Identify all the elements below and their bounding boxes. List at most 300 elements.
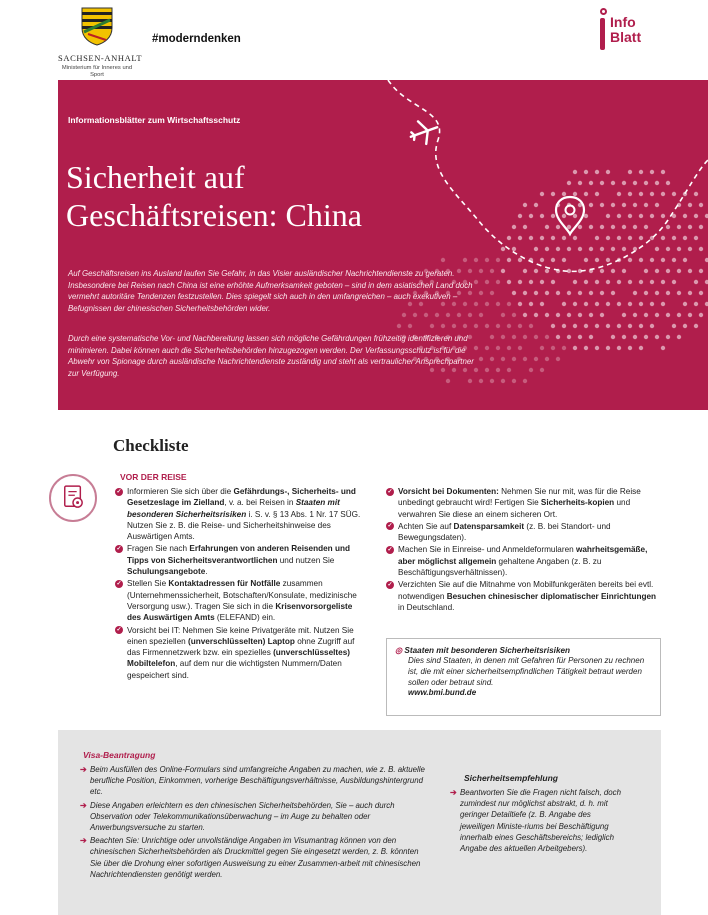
map-dot bbox=[589, 225, 593, 229]
map-dot bbox=[617, 214, 621, 218]
map-dot bbox=[556, 313, 560, 317]
map-dot bbox=[463, 324, 467, 328]
map-dot bbox=[650, 170, 654, 174]
map-dot bbox=[512, 357, 516, 361]
map-dot bbox=[644, 291, 648, 295]
map-dot bbox=[611, 225, 615, 229]
map-dot bbox=[683, 258, 687, 262]
map-dot bbox=[556, 247, 560, 251]
map-dot bbox=[606, 324, 610, 328]
map-dot bbox=[628, 192, 632, 196]
map-dot bbox=[683, 324, 687, 328]
map-dot bbox=[628, 346, 632, 350]
map-dot bbox=[677, 291, 681, 295]
map-dot bbox=[639, 214, 643, 218]
map-dot bbox=[688, 269, 692, 273]
info-box-title-text: Staaten mit besonderen Sicherheitsrisiken bbox=[404, 646, 571, 655]
checklist-left-column bbox=[115, 486, 367, 682]
map-dot bbox=[617, 346, 621, 350]
map-dot bbox=[501, 379, 505, 383]
map-dot bbox=[628, 302, 632, 306]
map-dot bbox=[611, 291, 615, 295]
map-dot bbox=[507, 280, 511, 284]
check-icon: ✓ bbox=[116, 580, 122, 587]
state-name: SACHSEN-ANHALT bbox=[58, 53, 143, 63]
map-dot bbox=[523, 313, 527, 317]
map-dot bbox=[534, 203, 538, 207]
checklist-text: , v. a. bei Reisen in bbox=[224, 498, 296, 508]
map-dot bbox=[672, 192, 676, 196]
map-dot bbox=[468, 379, 472, 383]
map-dot bbox=[589, 313, 593, 317]
map-dot bbox=[683, 236, 687, 240]
check-icon: ✓ bbox=[116, 545, 122, 552]
map-dot bbox=[562, 192, 566, 196]
map-dot bbox=[584, 302, 588, 306]
map-dot bbox=[556, 335, 560, 339]
map-dot bbox=[573, 170, 577, 174]
map-dot bbox=[540, 236, 544, 240]
map-dot bbox=[694, 280, 698, 284]
map-dot bbox=[644, 313, 648, 317]
map-dot bbox=[512, 225, 516, 229]
recommendation-heading: Sicherheitsempfehlung bbox=[464, 773, 558, 783]
map-dot bbox=[534, 335, 538, 339]
map-dot bbox=[578, 247, 582, 251]
map-dot bbox=[584, 258, 588, 262]
map-dot bbox=[540, 368, 544, 372]
map-dot bbox=[639, 346, 643, 350]
map-dot bbox=[441, 324, 445, 328]
map-dot bbox=[512, 335, 516, 339]
map-dot bbox=[573, 236, 577, 240]
map-dot bbox=[611, 269, 615, 273]
map-dot bbox=[655, 269, 659, 273]
map-dot bbox=[589, 181, 593, 185]
map-dot bbox=[518, 214, 522, 218]
checklist-text: Sicherheits-kopien bbox=[540, 498, 615, 508]
map-dot bbox=[677, 335, 681, 339]
checklist-text: Achten Sie auf bbox=[398, 521, 454, 531]
map-dot bbox=[397, 324, 401, 328]
map-dot bbox=[496, 258, 500, 262]
visa-item-text: Beim Ausfüllen des Online-Formulars sind umfangreiche Angaben zu machen, wie z. B. aktuelle berufliche Position, Einkommen, vorherige Beschäftigungsverhältnisse, Ausbildungshintergrund etc. bbox=[90, 765, 425, 797]
checklist-text: (z. B. bei Standort- und Bewegungsdaten). bbox=[398, 521, 611, 543]
map-dot bbox=[573, 280, 577, 284]
map-dot bbox=[595, 302, 599, 306]
map-dot bbox=[655, 247, 659, 251]
map-dot bbox=[672, 258, 676, 262]
map-dot bbox=[661, 214, 665, 218]
map-dot bbox=[540, 258, 544, 262]
map-dot bbox=[639, 236, 643, 240]
checklist-text: (unverschlüsseltes) Mobiltelefon bbox=[127, 648, 350, 669]
map-dot bbox=[578, 225, 582, 229]
map-dot bbox=[666, 225, 670, 229]
map-dot bbox=[518, 346, 522, 350]
checklist-text: i. S. v. § 13 Abs. 1 Nr. 17 SÜG. Nutzen Sie z. B. die Reise- und Sicherheitshinweise des Auswärtigen Amts. bbox=[127, 509, 361, 542]
map-dot bbox=[639, 258, 643, 262]
map-dot bbox=[578, 181, 582, 185]
info-bar-icon bbox=[600, 18, 605, 50]
link-circle-icon: ◎ bbox=[395, 646, 405, 655]
map-dot bbox=[600, 181, 604, 185]
check-icon: ✓ bbox=[387, 581, 393, 588]
map-dot bbox=[518, 324, 522, 328]
map-dot bbox=[567, 181, 571, 185]
map-dot bbox=[611, 247, 615, 251]
map-dot bbox=[694, 192, 698, 196]
map-dot bbox=[661, 346, 665, 350]
recommendation-body: Beantworten Sie die Fragen nicht falsch, doch zumindest nur möglichst abstrakt, d. h. mit geringer Detailtiefe (z. B. Angabe des jeweiligen Ministe-riums bei Beschäftigung innerhalb eines Geschäftsbereichs; lediglich Angabe des aktuellen Arbeitgebers). bbox=[460, 788, 621, 854]
map-dot bbox=[617, 236, 621, 240]
recommendation-text bbox=[450, 787, 622, 854]
map-dot bbox=[628, 214, 632, 218]
map-dot bbox=[688, 313, 692, 317]
map-dot bbox=[578, 335, 582, 339]
map-dot bbox=[523, 291, 527, 295]
map-dot bbox=[507, 368, 511, 372]
arrow-icon: ➔ bbox=[80, 800, 87, 810]
map-dot bbox=[628, 236, 632, 240]
map-dot bbox=[490, 269, 494, 273]
map-dot bbox=[650, 192, 654, 196]
map-dot bbox=[573, 324, 577, 328]
map-dot bbox=[490, 357, 494, 361]
map-dot bbox=[666, 313, 670, 317]
map-dot bbox=[529, 280, 533, 284]
checklist-item bbox=[115, 625, 367, 681]
badge-line1: Info bbox=[610, 14, 636, 30]
checklist-text: Besuchen chinesischer diplomatischer Einrichtungen bbox=[446, 591, 657, 601]
map-dot bbox=[672, 324, 676, 328]
map-dot bbox=[540, 280, 544, 284]
checklist-heading: Checkliste bbox=[113, 436, 189, 455]
visa-item bbox=[80, 764, 428, 798]
map-dot bbox=[584, 192, 588, 196]
map-dot bbox=[485, 258, 489, 262]
map-dot bbox=[529, 214, 533, 218]
map-dot bbox=[507, 236, 511, 240]
arrow-icon: ➔ bbox=[80, 836, 87, 846]
map-dot bbox=[622, 313, 626, 317]
state-logo bbox=[58, 6, 143, 79]
checklist-text: Datensparsamkeit bbox=[453, 521, 525, 531]
map-dot bbox=[534, 313, 538, 317]
visa-item bbox=[80, 800, 428, 834]
map-dot bbox=[617, 192, 621, 196]
map-dot bbox=[551, 324, 555, 328]
map-dot bbox=[545, 247, 549, 251]
map-dot bbox=[633, 181, 637, 185]
map-dot bbox=[628, 280, 632, 284]
map-dot bbox=[589, 291, 593, 295]
map-dot bbox=[501, 247, 505, 251]
map-dot bbox=[534, 247, 538, 251]
map-dot bbox=[606, 236, 610, 240]
checklist-text: Machen Sie in Einreise- und Anmeldeformularen bbox=[398, 545, 576, 555]
checklist-text: Vorsicht bei IT: Nehmen Sie keine Privatgeräte mit. Nutzen Sie einen speziellen bbox=[127, 625, 354, 646]
checklist-text: und nutzen Sie bbox=[277, 555, 335, 565]
map-dot bbox=[562, 346, 566, 350]
checklist-item bbox=[386, 486, 661, 520]
map-dot bbox=[540, 302, 544, 306]
checklist-right-column bbox=[386, 486, 661, 614]
map-dot bbox=[496, 302, 500, 306]
intro-paragraph-1: Auf Geschäftsreisen ins Ausland laufen Sie Gefahr, in das Visier ausländischer Nachrichtendienste zu geraten. Insbesondere bei Reisen nach China ist eine erhöhte Aufmerksamkeit geboten – sind in dem asiatischen Land doch vermehrt autoritäre Tendenzen festzustellen. Dies spiegelt sich auch in den umfangreichen – auch exekutiven – Befugnissen der chinesischen Sicherheitsbehörden wider. bbox=[68, 269, 473, 313]
map-dot bbox=[694, 324, 698, 328]
checklist-item bbox=[115, 543, 367, 577]
map-dot bbox=[534, 291, 538, 295]
map-dot bbox=[573, 302, 577, 306]
map-dot bbox=[655, 313, 659, 317]
map-dot bbox=[490, 335, 494, 339]
page-title bbox=[66, 158, 362, 234]
map-dot bbox=[622, 247, 626, 251]
map-dot bbox=[589, 203, 593, 207]
map-dot bbox=[699, 247, 703, 251]
arrow-icon: ➔ bbox=[450, 788, 457, 797]
map-dot bbox=[512, 291, 516, 295]
map-dot bbox=[600, 313, 604, 317]
map-dot bbox=[677, 313, 681, 317]
map-dot bbox=[595, 258, 599, 262]
map-dot bbox=[523, 335, 527, 339]
map-dot bbox=[650, 324, 654, 328]
map-dot bbox=[523, 203, 527, 207]
map-dot bbox=[545, 357, 549, 361]
map-dot bbox=[633, 313, 637, 317]
map-dot bbox=[496, 346, 500, 350]
map-dot bbox=[501, 357, 505, 361]
coat-of-arms-icon bbox=[80, 6, 114, 46]
visa-item-text: Diese Angaben erleichtern es den chinesischen Sicherheitsbehörden, Sie – auch durch Observation oder Telekommunikationsüberwachung – im Auge zu behalten oder Anwerbungsversuche zu starten. bbox=[90, 800, 395, 833]
map-dot bbox=[617, 280, 621, 284]
map-dot bbox=[600, 203, 604, 207]
map-dot bbox=[600, 291, 604, 295]
map-dot bbox=[545, 225, 549, 229]
map-dot bbox=[639, 324, 643, 328]
checklist-text: Stellen Sie bbox=[127, 579, 169, 589]
map-dot bbox=[644, 203, 648, 207]
map-dot bbox=[661, 302, 665, 306]
map-dot bbox=[545, 269, 549, 273]
map-dot bbox=[534, 269, 538, 273]
map-dot bbox=[556, 225, 560, 229]
map-dot bbox=[545, 335, 549, 339]
map-dot bbox=[600, 247, 604, 251]
checklist-text: Kontaktadressen für Notfälle bbox=[168, 579, 281, 589]
checklist-text: und verwahren Sie diese an einem sicheren Ort. bbox=[398, 498, 631, 519]
map-dot bbox=[441, 258, 445, 262]
map-dot bbox=[655, 291, 659, 295]
map-dot bbox=[446, 379, 450, 383]
map-dot bbox=[496, 280, 500, 284]
map-dot bbox=[507, 302, 511, 306]
map-dot bbox=[584, 346, 588, 350]
map-dot bbox=[644, 181, 648, 185]
map-dot bbox=[512, 247, 516, 251]
info-box-title bbox=[395, 645, 654, 655]
map-dot bbox=[573, 214, 577, 218]
map-dot bbox=[661, 192, 665, 196]
visa-heading: Visa-Beantragung bbox=[83, 750, 156, 760]
map-dot bbox=[650, 214, 654, 218]
map-dot bbox=[644, 335, 648, 339]
map-dot bbox=[507, 258, 511, 262]
check-icon: ✓ bbox=[387, 546, 393, 553]
map-dot bbox=[606, 258, 610, 262]
map-dot bbox=[622, 181, 626, 185]
checklist-item bbox=[386, 544, 661, 578]
map-dot bbox=[606, 214, 610, 218]
map-dot bbox=[644, 269, 648, 273]
map-dot bbox=[666, 247, 670, 251]
map-dot bbox=[677, 225, 681, 229]
map-dot bbox=[672, 236, 676, 240]
map-dot bbox=[644, 225, 648, 229]
map-dot bbox=[617, 302, 621, 306]
map-dot bbox=[551, 280, 555, 284]
checklist-text: wahrheitsgemäße, aber möglichst allgemein bbox=[398, 545, 648, 566]
map-dot bbox=[633, 225, 637, 229]
map-dot bbox=[611, 203, 615, 207]
map-dot bbox=[430, 324, 434, 328]
map-dot bbox=[474, 324, 478, 328]
map-dot bbox=[584, 214, 588, 218]
document-settings-icon bbox=[49, 474, 97, 522]
map-dot bbox=[595, 192, 599, 196]
title-line2: Geschäftsreisen: China bbox=[66, 197, 362, 233]
info-box-link[interactable]: www.bmi.bund.de bbox=[408, 688, 477, 697]
map-dot bbox=[567, 247, 571, 251]
checklist-text: Fragen Sie nach bbox=[127, 544, 190, 554]
check-icon: ✓ bbox=[387, 523, 393, 530]
map-dot bbox=[611, 181, 615, 185]
map-dot bbox=[529, 368, 533, 372]
map-dot bbox=[573, 346, 577, 350]
map-dot bbox=[622, 269, 626, 273]
map-dot bbox=[699, 225, 703, 229]
checklist-item bbox=[386, 521, 661, 544]
map-dot bbox=[622, 335, 626, 339]
map-dot bbox=[672, 280, 676, 284]
map-dot bbox=[562, 236, 566, 240]
checklist-text: zusammen (Unternehmenssicherheit, Botschaften/Konsulate, medizinische Versorgung usw.). Tragen Sie sich in die bbox=[127, 579, 357, 611]
map-dot bbox=[606, 280, 610, 284]
check-icon: ✓ bbox=[116, 488, 122, 495]
map-dot bbox=[699, 269, 703, 273]
map-dot bbox=[501, 269, 505, 273]
map-dot bbox=[639, 170, 643, 174]
map-dot bbox=[655, 181, 659, 185]
map-dot bbox=[512, 313, 516, 317]
checklist-item bbox=[115, 486, 367, 542]
map-dot bbox=[617, 324, 621, 328]
map-dot bbox=[540, 346, 544, 350]
map-dot bbox=[694, 302, 698, 306]
map-dot bbox=[688, 247, 692, 251]
checklist-text: (ELEFAND) ein. bbox=[214, 613, 276, 623]
map-dot bbox=[661, 170, 665, 174]
visa-item-text: Beachten Sie: Unrichtige oder unvollständige Angaben im Visumantrag können von den chinesischen Sicherheitsbehörden als Druckmittel gegen Sie eingesetzt werden, z. B. könnten Sie über die Drohung einer sofortigen Ausweisung zu einer Zusammen-arbeit mit chinesischen Nachrichtendiensten genötigt werden. bbox=[90, 836, 421, 879]
map-dot bbox=[595, 236, 599, 240]
map-dot bbox=[567, 335, 571, 339]
map-dot bbox=[606, 346, 610, 350]
map-dot bbox=[523, 379, 527, 383]
map-dot bbox=[606, 302, 610, 306]
map-dot bbox=[600, 269, 604, 273]
map-dot bbox=[501, 313, 505, 317]
map-dot bbox=[666, 335, 670, 339]
map-dot bbox=[589, 335, 593, 339]
map-dot bbox=[661, 280, 665, 284]
checklist-text: . bbox=[205, 567, 208, 577]
ministry-name: Ministerium für Inneres und Sport bbox=[61, 65, 133, 78]
map-dot bbox=[628, 258, 632, 262]
map-dot bbox=[694, 214, 698, 218]
visa-list bbox=[80, 764, 428, 882]
hashtag: #moderndenken bbox=[152, 33, 241, 45]
map-dot bbox=[639, 280, 643, 284]
map-dot bbox=[551, 214, 555, 218]
map-dot bbox=[650, 258, 654, 262]
map-dot bbox=[490, 379, 494, 383]
map-dot bbox=[501, 335, 505, 339]
map-dot bbox=[600, 225, 604, 229]
map-dot bbox=[496, 368, 500, 372]
map-dot bbox=[408, 324, 412, 328]
map-dot bbox=[534, 357, 538, 361]
map-dot bbox=[699, 291, 703, 295]
map-dot bbox=[496, 324, 500, 328]
map-dot bbox=[639, 302, 643, 306]
map-dot bbox=[518, 258, 522, 262]
map-dot bbox=[595, 170, 599, 174]
map-dot bbox=[545, 313, 549, 317]
map-dot bbox=[595, 280, 599, 284]
badge-line2: Blatt bbox=[610, 29, 642, 45]
map-dot bbox=[490, 291, 494, 295]
info-dot-icon bbox=[600, 8, 607, 15]
checklist-text: Verzichten Sie auf die Mitnahme von Mobilfunkgeräten bereits bei evtl. notwendigen bbox=[398, 580, 654, 601]
map-dot bbox=[688, 203, 692, 207]
inline-link[interactable]: Staaten mit besonderen Sicherheitsrisiken bbox=[127, 498, 340, 519]
map-dot bbox=[523, 225, 527, 229]
map-dot bbox=[567, 313, 571, 317]
map-dot bbox=[529, 302, 533, 306]
map-dot bbox=[562, 324, 566, 328]
info-box-text: Dies sind Staaten, in denen mit Gefahren für Personen zu rechnen ist, die mit einer sicherheitsempfindlichen Tätigkeit betraut werden sollen oder betraut sind. bbox=[408, 656, 645, 687]
map-dot bbox=[633, 203, 637, 207]
map-dot bbox=[452, 324, 456, 328]
map-dot bbox=[529, 324, 533, 328]
visa-panel bbox=[58, 730, 661, 915]
map-dot bbox=[633, 335, 637, 339]
map-dot bbox=[655, 335, 659, 339]
map-dot bbox=[507, 346, 511, 350]
checklist-text: Schulungsangebote bbox=[127, 567, 206, 577]
map-dot bbox=[589, 247, 593, 251]
map-dot bbox=[556, 357, 560, 361]
map-dot bbox=[562, 214, 566, 218]
map-dot bbox=[661, 258, 665, 262]
arrow-icon: ➔ bbox=[80, 765, 87, 774]
map-dot bbox=[694, 236, 698, 240]
map-dot bbox=[683, 214, 687, 218]
map-dot bbox=[518, 236, 522, 240]
map-dot bbox=[518, 302, 522, 306]
